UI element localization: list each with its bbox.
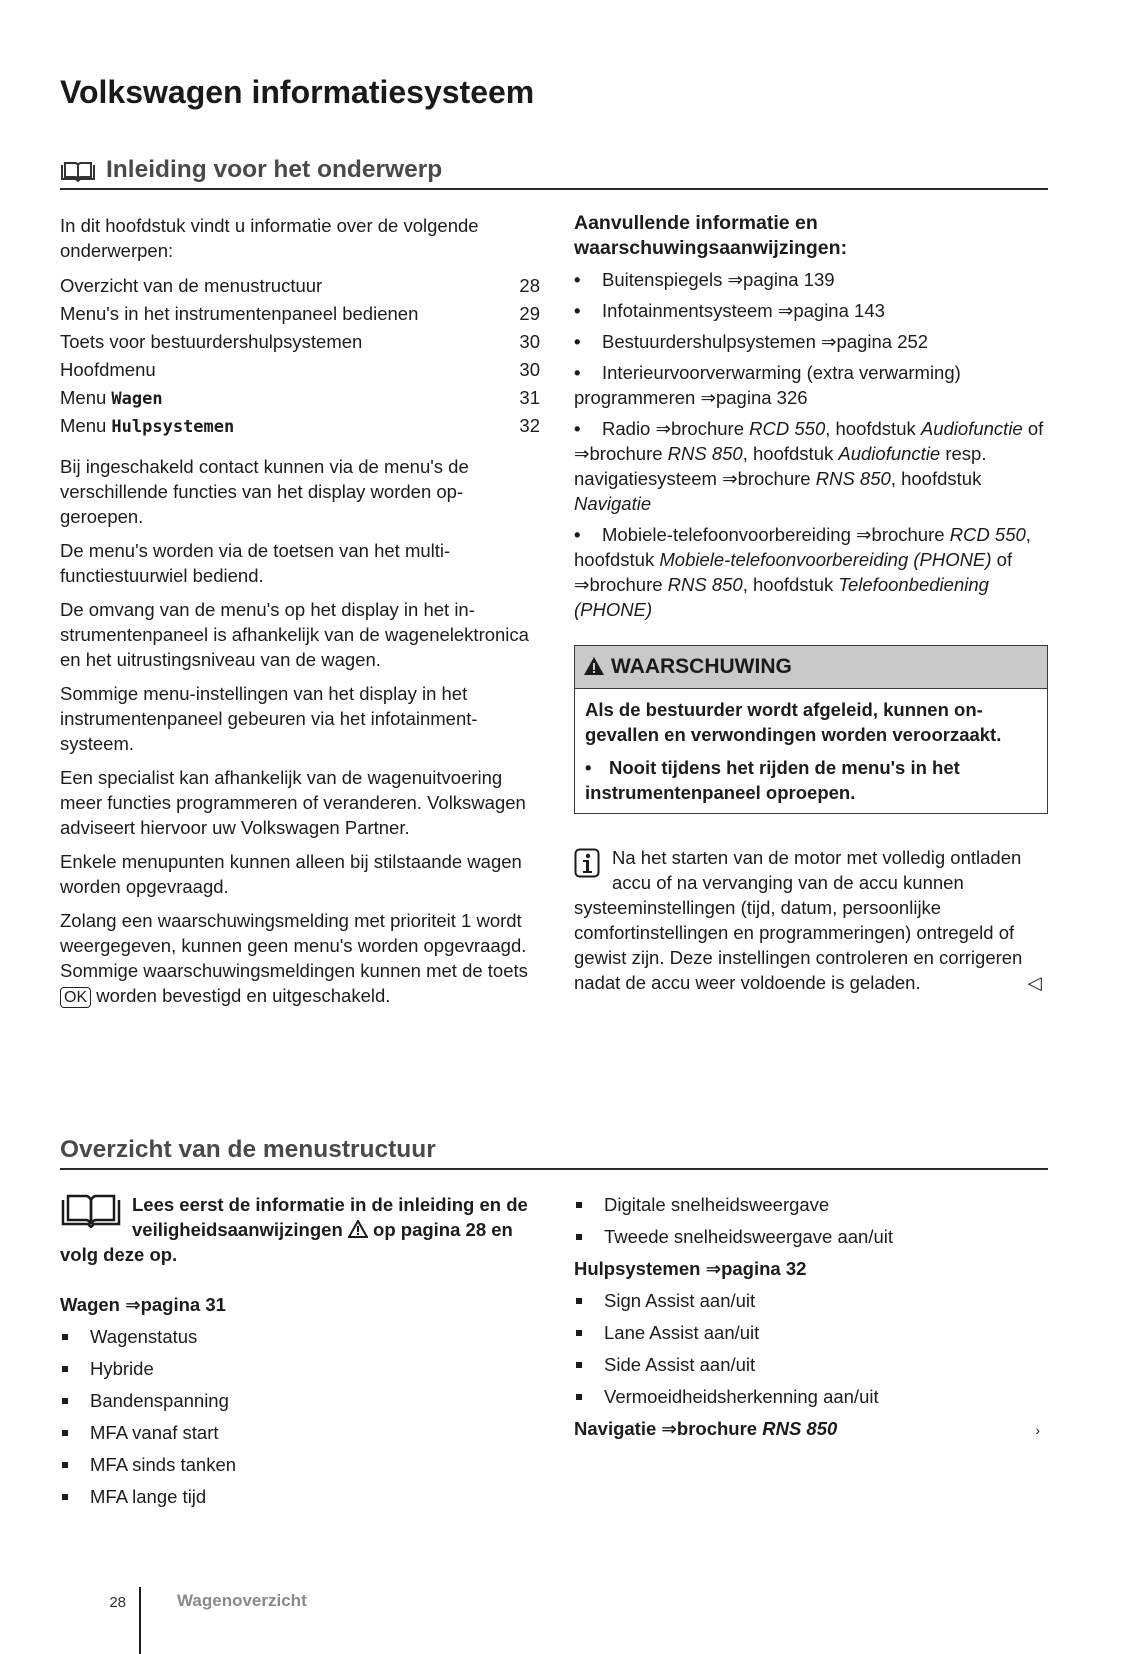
overview-right [574,1189,1048,1445]
additional-heading: Aanvullende informatie en waarschuwingsaanwijzingen: [574,212,848,259]
nav-heading[interactable]: Navigatie ⇒brochure RNS 850 [574,1418,838,1439]
toc-row[interactable]: Overzicht van de menustructuur 28 [60,275,540,296]
overview-left [60,1192,535,1513]
toc-row[interactable]: Menu Wagen 31 [60,387,540,409]
list-item: Tweede snelheidsweergave aan/uit [574,1221,1048,1253]
footer-divider [139,1587,141,1654]
list-item: Vermoeidheidsherkenning aan/uit [574,1381,1048,1413]
list-item: • Mobiele-telefoonvoorbereiding ⇒brochure RCD 550, hoofdstuk Mobiele-telefoonvoorbereiding (PHONE) of ⇒brochure RNS 850, hoofdstuk Telefoonbediening (PHONE) [574,524,1031,620]
info-icon [574,848,600,878]
intro-paragraph: Bij ingeschakeld contact kunnen via de menu's de verschillende functies van het display worden opgeroepen. [60,456,469,527]
warning-label: WAARSCHUWING [611,655,792,678]
list-item: Hybride [60,1353,535,1385]
read-first-note: Lees eerst de informatie in de inleiding en de veiligheidsaanwijzingen op pagina 28 en volg deze op. [60,1194,528,1265]
info-note-text: Na het starten van de motor met volledig ontladen accu of na vervanging van de accu kunnen systeeminstellingen (tijd, datum, persoonlijke comfortinstellingen en programmeringen) ontregeld of gewist zijn. Deze instellingen controleren en corrigeren nadat de accu weer voldoende is geladen. [574,847,1023,993]
section-divider [60,188,1048,190]
toc-row[interactable]: Menu Hulpsystemen 32 [60,415,540,437]
intro-paragraph: Een specialist kan afhankelijk van de wagenuitvoering meer functies programmeren of veranderen. Volkswagen adviseert hiervoor uw Volkswagen Partner. [60,767,526,838]
book-icon [60,1194,122,1228]
list-item: • Bestuurdershulpsystemen ⇒pagina 252 [574,331,929,352]
intro-paragraph: Sommige menu-instellingen van het display in het instrumentenpaneel gebeuren via het infotainmentsysteem. [60,683,478,754]
warning-text: Als de bestuurder wordt afgeleid, kunnen ongevallen en verwondingen worden veroorzaakt. [585,699,1002,745]
toc-row[interactable]: Hoofdmenu 30 [60,359,540,380]
warning-icon [583,656,605,676]
section-divider [60,1168,1048,1170]
list-item: Bandenspanning [60,1385,535,1417]
list-item: • Interieurvoorverwarming (extra verwarming) programmeren ⇒pagina 326 [574,362,961,408]
continue-arrow-icon: › [1035,1422,1040,1438]
intro-lead: In dit hoofdstuk vindt u informatie over de volgende onderwerpen: [60,215,479,261]
list-item: • Radio ⇒brochure RCD 550, hoofdstuk Audiofunctie of ⇒brochure RNS 850, hoofdstuk Audiofunctie resp. navigatiesysteem ⇒brochure RNS 850, hoofdstuk Navigatie [574,418,1044,514]
intro-heading: Inleiding voor het onderwerp [106,156,443,183]
wagen-heading[interactable]: Wagen ⇒pagina 31 [60,1294,226,1315]
ok-key: OK [60,987,91,1008]
additional-info [574,211,1048,628]
list-item: Digitale snelheidsweergave [574,1189,1048,1221]
warning-box [574,645,1048,814]
list-item: Sign Assist aan/uit [574,1285,1048,1317]
info-note [574,845,1048,995]
list-item: Wagenstatus [60,1321,535,1353]
warning-bullet: • Nooit tijdens het rijden de menu's in het instrumentenpaneel oproepen. [585,757,960,803]
warning-header [575,646,1047,689]
list-item: Side Assist aan/uit [574,1349,1048,1381]
book-icon [60,162,96,182]
list-item: • Infotainmentsysteem ⇒pagina 143 [574,300,885,321]
intro-paragraph: Enkele menupunten kunnen alleen bij stilstaande wagen worden opgevraagd. [60,851,522,897]
list-item: MFA vanaf start [60,1417,535,1449]
list-item: Lane Assist aan/uit [574,1317,1048,1349]
intro-paragraph: Zolang een waarschuwingsmelding met prioriteit 1 wordt weergegeven, kunnen geen menu's worden opgevraagd. Sommige waarschuwingsmeldingen kunnen met de toets OK worden bevestigd en uitgeschakeld. [60,910,528,1006]
toc-list [60,272,540,440]
list-item: MFA sinds tanken [60,1449,535,1481]
intro-column [60,213,540,1017]
page-title: Volkswagen informatiesysteem [60,74,535,110]
list-item: • Buitenspiegels ⇒pagina 139 [574,269,835,290]
warning-triangle-icon [348,1220,368,1238]
section-end-icon: ◁ [1027,972,1042,993]
list-item: MFA lange tijd [60,1481,535,1513]
hulp-heading[interactable]: Hulpsystemen ⇒pagina 32 [574,1258,807,1279]
intro-paragraph: De menu's worden via de toetsen van het multifunctiestuurwiel bediend. [60,540,451,586]
page-number: 28 [109,1594,126,1611]
footer-section: Wagenoverzicht [177,1591,307,1610]
intro-paragraph: De omvang van de menu's op het display in het instrumentenpaneel is afhankelijk van de wagenelektronica en het uitrustingsniveau van de wagen. [60,599,529,670]
toc-row[interactable]: Menu's in het instrumentenpaneel bedienen 29 [60,303,540,324]
toc-row[interactable]: Toets voor bestuurdershulpsystemen 30 [60,331,540,352]
overview-heading: Overzicht van de menustructuur [60,1136,436,1163]
